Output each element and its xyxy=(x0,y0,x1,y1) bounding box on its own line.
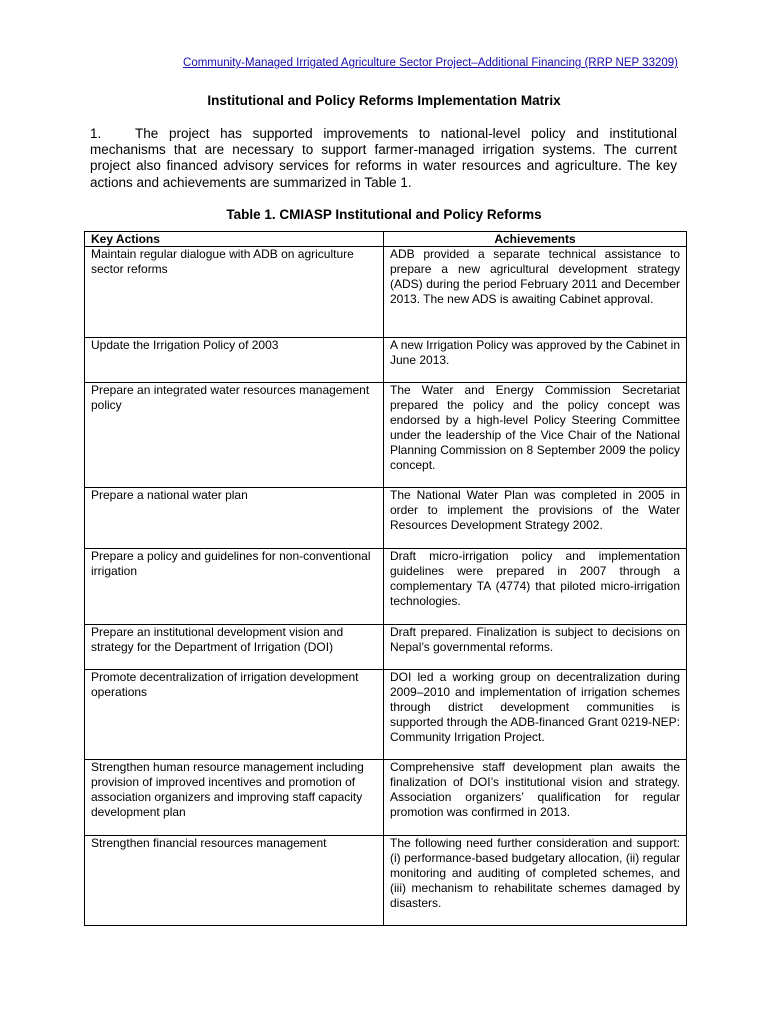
achievement-cell: Comprehensive staff development plan awaits the finalization of DOI’s institutional vision and strategy. Association organizers’ qualification for regular promotion was confirmed in 2013. xyxy=(384,760,687,836)
key-action-cell: Prepare an integrated water resources management policy xyxy=(85,383,384,488)
table-row xyxy=(85,383,687,488)
table-row xyxy=(85,670,687,760)
achievement-cell: The National Water Plan was completed in 2005 in order to implement the provisions of the Water Resources Development Strategy 2002. xyxy=(384,488,687,549)
table-caption: Table 1. CMIASP Institutional and Policy Reforms xyxy=(226,207,542,222)
table-row xyxy=(85,760,687,836)
key-action-cell: Promote decentralization of irrigation development operations xyxy=(85,670,384,760)
key-action-cell: Prepare an institutional development vision and strategy for the Department of Irrigation (DOI) xyxy=(85,625,384,670)
table-row xyxy=(85,488,687,549)
table-row xyxy=(85,625,687,670)
key-action-cell: Prepare a national water plan xyxy=(85,488,384,549)
table-row xyxy=(85,836,687,926)
key-action-cell: Strengthen human resource management including provision of improved incentives and promotion of association organizers and improving staff capacity development plan xyxy=(85,760,384,836)
header-achievements: Achievements xyxy=(384,232,687,247)
achievement-cell: DOI led a working group on decentralization during 2009–2010 and implementation of irrigation schemes through district development communities is supported through the ADB-financed Grant 0219-NEP: Community Irrigation Project. xyxy=(384,670,687,760)
achievement-cell: A new Irrigation Policy was approved by the Cabinet in June 2013. xyxy=(384,338,687,383)
table-row xyxy=(85,247,687,338)
achievement-cell: The following need further consideration and support: (i) performance-based budgetary allocation, (ii) regular monitoring and auditing of completed schemes, and (iii) mechanism to rehabilitate schemes damaged by disasters. xyxy=(384,836,687,926)
intro-paragraph xyxy=(90,126,677,191)
header-key-actions: Key Actions xyxy=(85,232,384,247)
paragraph-text: The project has supported improvements to national-level policy and institutional mechanisms that are necessary to support farmer-managed irrigation systems. The current project also financed advisory services for reforms in water resources and agriculture. The key actions and achievements are summarized in Table 1. xyxy=(90,126,677,190)
paragraph-number: 1. xyxy=(90,126,102,141)
key-action-cell: Strengthen financial resources management xyxy=(85,836,384,926)
table-header-row xyxy=(85,232,687,247)
achievement-cell: Draft micro-irrigation policy and implementation guidelines were prepared in 2007 through a complementary TA (4774) that piloted micro-irrigation technologies. xyxy=(384,549,687,625)
header-project-link[interactable]: Community-Managed Irrigated Agriculture Sector Project–Additional Financing (RRP NEP 33209) xyxy=(183,57,678,69)
table-row xyxy=(85,549,687,625)
table-row xyxy=(85,338,687,383)
achievement-cell: ADB provided a separate technical assistance to prepare a new agricultural development strategy (ADS) during the period February 2011 and December 2013. The new ADS is awaiting Cabinet approval. xyxy=(384,247,687,338)
reforms-table xyxy=(84,231,687,926)
achievement-cell: The Water and Energy Commission Secretariat prepared the policy and the policy concept was endorsed by a high-level Policy Steering Committee under the leadership of the Vice Chair of the National Planning Commission on 8 September 2009 the policy concept. xyxy=(384,383,687,488)
document-title: Institutional and Policy Reforms Implementation Matrix xyxy=(207,93,561,108)
key-action-cell: Update the Irrigation Policy of 2003 xyxy=(85,338,384,383)
key-action-cell: Maintain regular dialogue with ADB on agriculture sector reforms xyxy=(85,247,384,338)
key-action-cell: Prepare a policy and guidelines for non-conventional irrigation xyxy=(85,549,384,625)
achievement-cell: Draft prepared. Finalization is subject to decisions on Nepal’s governmental reforms. xyxy=(384,625,687,670)
